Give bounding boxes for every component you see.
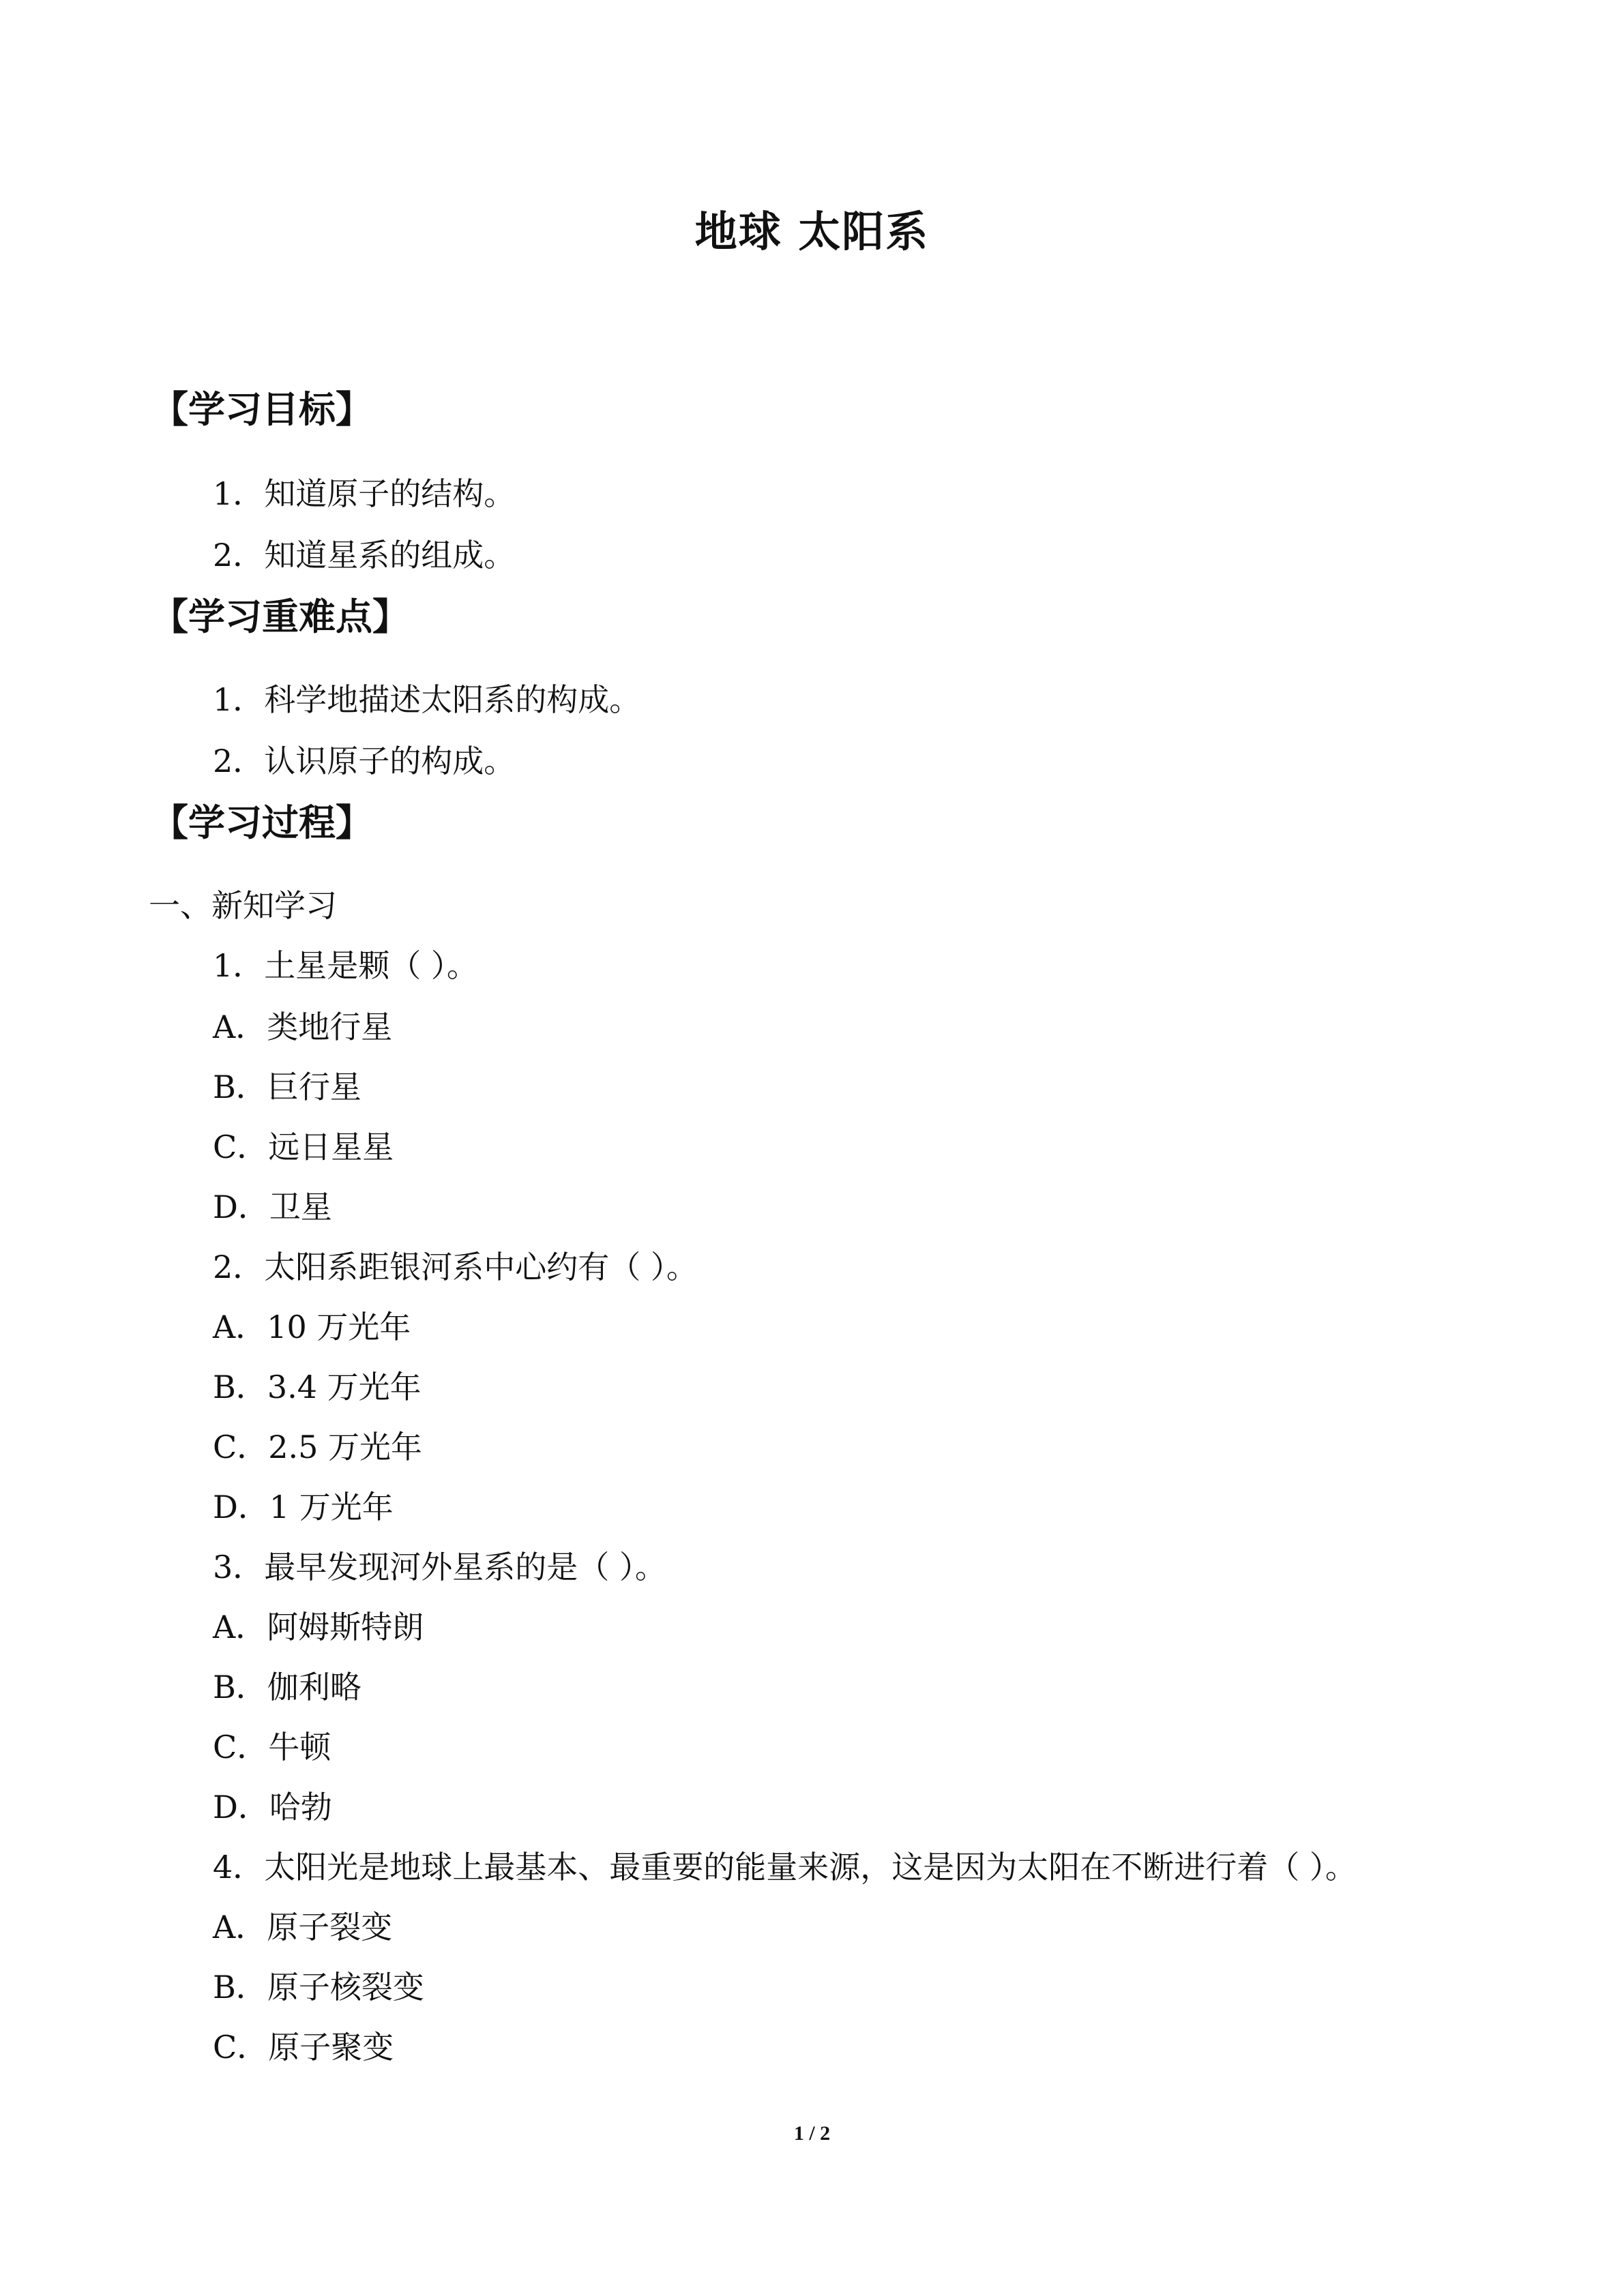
option-letter: D．	[213, 1489, 269, 1525]
option-letter: C．	[213, 1429, 269, 1465]
option-item	[213, 1967, 424, 2008]
objective-text: 知道原子的结构。	[264, 475, 516, 512]
option-text: 卫星	[269, 1189, 332, 1225]
option-item	[213, 1427, 422, 1467]
key-point-text: 科学地描述太阳系的构成。	[264, 681, 641, 718]
option-item	[213, 1607, 424, 1648]
page-title: 地球 太阳系	[694, 207, 930, 256]
option-letter: C．	[213, 1129, 269, 1165]
option-letter: B．	[213, 1069, 267, 1105]
option-item	[213, 1307, 411, 1347]
option-text: 原子裂变	[267, 1909, 393, 1945]
option-item	[213, 1007, 392, 1047]
option-text: 阿姆斯特朗	[267, 1609, 424, 1645]
option-text: 伽利略	[267, 1669, 361, 1705]
option-item	[213, 1667, 361, 1708]
question-text: 土星是颗（ ）。	[264, 947, 478, 984]
question-number: 1．	[213, 947, 265, 984]
option-text: 巨行星	[267, 1069, 361, 1105]
option-item	[213, 1127, 394, 1167]
option-text: 原子聚变	[268, 2029, 394, 2066]
option-item	[213, 1787, 332, 1828]
option-letter: D．	[213, 1789, 269, 1825]
objective-text: 知道星系的组成。	[264, 537, 516, 573]
option-item	[213, 1907, 392, 1948]
objectives-heading: 【学习目标】	[151, 388, 372, 431]
option-text: 牛顿	[268, 1729, 331, 1765]
key-point-item	[213, 741, 515, 781]
option-letter: A．	[213, 1909, 267, 1945]
question-stem	[213, 1247, 698, 1287]
question-text: 最早发现河外星系的是（ ）。	[264, 1549, 666, 1585]
option-item	[213, 1727, 331, 1768]
option-text: 3.4 万光年	[267, 1369, 422, 1405]
process-heading: 【学习过程】	[151, 801, 372, 844]
option-item	[213, 2027, 394, 2068]
option-text: 2.5 万光年	[268, 1429, 422, 1465]
question-stem	[213, 1547, 666, 1587]
key-point-text: 认识原子的构成。	[264, 743, 516, 779]
key-points-heading: 【学习重难点】	[151, 595, 409, 638]
objective-number: 1．	[213, 475, 265, 512]
question-number: 2．	[213, 1249, 265, 1285]
option-letter: B．	[213, 1369, 267, 1405]
question-stem	[213, 1847, 1357, 1888]
option-letter: A．	[213, 1609, 267, 1645]
question-text: 太阳系距银河系中心约有（ ）。	[264, 1249, 698, 1285]
option-text: 远日星星	[268, 1129, 394, 1165]
option-text: 哈勃	[269, 1789, 332, 1825]
key-point-number: 2．	[213, 743, 265, 779]
option-item	[213, 1187, 332, 1227]
key-point-item	[213, 679, 640, 720]
option-letter: A．	[213, 1009, 267, 1045]
objective-item	[213, 473, 515, 514]
question-text: 太阳光是地球上最基本、最重要的能量来源，这是因为太阳在不断进行着（ ）。	[264, 1849, 1357, 1885]
section-label: 一、新知学习	[149, 887, 337, 924]
option-letter: C．	[213, 2029, 269, 2066]
page-number: 1 / 2	[793, 2122, 831, 2145]
objective-number: 2．	[213, 537, 265, 573]
option-letter: C．	[213, 1729, 269, 1765]
option-text: 原子核裂变	[267, 1969, 424, 2006]
option-letter: B．	[213, 1969, 267, 2006]
option-text: 10 万光年	[267, 1309, 411, 1345]
question-stem	[213, 945, 478, 986]
option-letter: D．	[213, 1189, 269, 1225]
option-item	[213, 1487, 394, 1527]
option-letter: A．	[213, 1309, 267, 1345]
option-letter: B．	[213, 1669, 267, 1705]
option-text: 1 万光年	[269, 1489, 394, 1525]
question-number: 4．	[213, 1849, 265, 1885]
question-number: 3．	[213, 1549, 265, 1585]
objective-item	[213, 535, 515, 576]
option-item	[213, 1367, 422, 1407]
option-item	[213, 1067, 361, 1107]
key-point-number: 1．	[213, 681, 265, 718]
option-text: 类地行星	[267, 1009, 393, 1045]
